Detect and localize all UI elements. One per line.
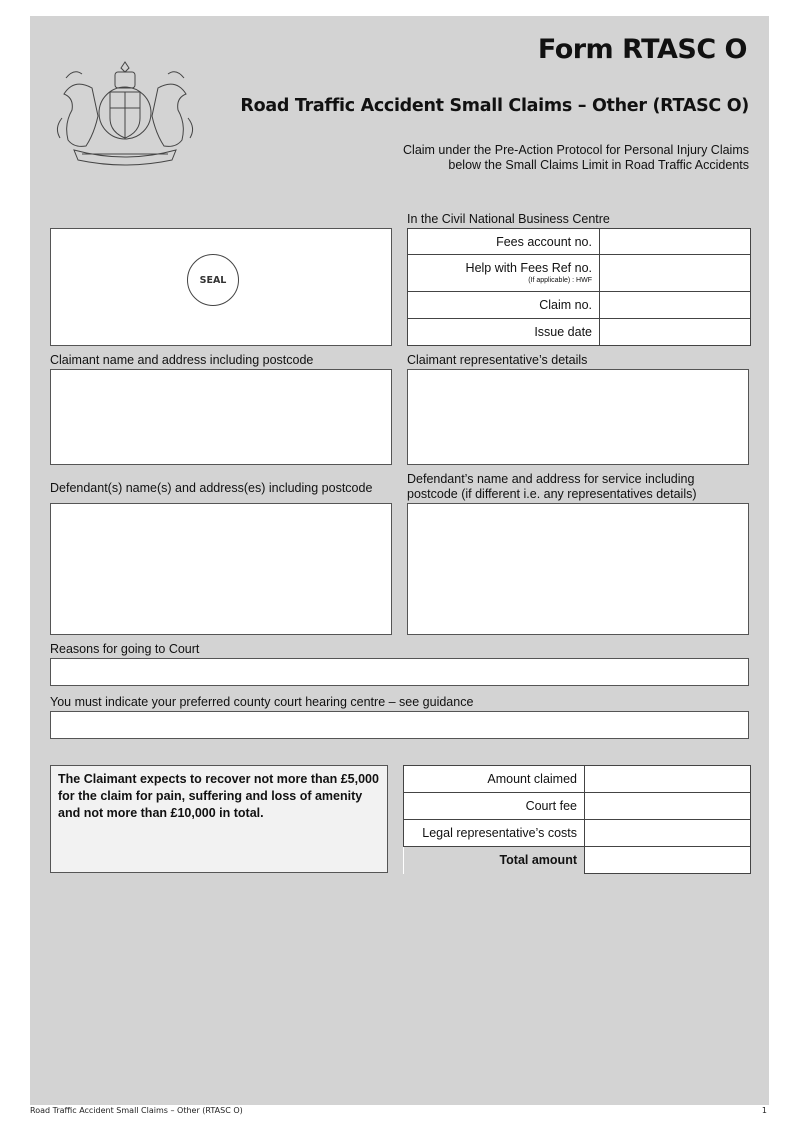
amounts-table bbox=[403, 765, 751, 874]
form-title: Road Traffic Accident Small Claims – Other (RTASC O) bbox=[240, 96, 749, 116]
hearing-centre-label: You must indicate your preferred county court hearing centre – see guidance bbox=[50, 695, 474, 709]
subtitle-line-1: Claim under the Pre-Action Protocol for Personal Injury Claims bbox=[403, 143, 749, 157]
form-page bbox=[30, 16, 769, 1105]
court-heading: In the Civil National Business Centre bbox=[407, 212, 610, 226]
claim-no-label: Claim no. bbox=[408, 292, 600, 319]
table-row bbox=[408, 255, 751, 292]
table-row bbox=[404, 793, 751, 820]
hearing-centre-field[interactable] bbox=[50, 711, 749, 739]
claimant-representative-field[interactable] bbox=[407, 369, 749, 465]
reasons-label: Reasons for going to Court bbox=[50, 642, 200, 656]
fees-account-label: Fees account no. bbox=[408, 229, 600, 255]
claim-value-statement: The Claimant expects to recover not more than £5,000 for the claim for pain, suffering and loss of amenity and not more than £10,000 in total. bbox=[50, 765, 388, 873]
help-with-fees-note: (If applicable) : HWF bbox=[528, 277, 592, 284]
seal-label: SEAL bbox=[199, 274, 227, 286]
subtitle-line-2: below the Small Claims Limit in Road Traffic Accidents bbox=[448, 158, 749, 172]
amount-claimed-field[interactable] bbox=[585, 766, 751, 793]
defendant-service-label-line-1: Defendant’s name and address for service including bbox=[407, 472, 695, 486]
table-row bbox=[408, 229, 751, 255]
table-row bbox=[408, 319, 751, 346]
form-code: Form RTASC O bbox=[537, 34, 747, 65]
defendant-label: Defendant(s) name(s) and address(es) including postcode bbox=[50, 481, 373, 495]
issue-date-field[interactable] bbox=[600, 319, 751, 346]
royal-coat-of-arms-icon bbox=[52, 58, 198, 170]
defendant-service-field[interactable] bbox=[407, 503, 749, 635]
court-details-table bbox=[407, 228, 751, 346]
help-with-fees-field[interactable] bbox=[600, 255, 751, 292]
fees-account-field[interactable] bbox=[600, 229, 751, 255]
issue-date-label: Issue date bbox=[408, 319, 600, 346]
reasons-field[interactable] bbox=[50, 658, 749, 686]
court-fee-label: Court fee bbox=[404, 793, 585, 820]
total-amount-label: Total amount bbox=[404, 847, 585, 874]
table-row bbox=[404, 820, 751, 847]
legal-costs-label: Legal representative’s costs bbox=[404, 820, 585, 847]
defendant-service-label bbox=[407, 472, 697, 502]
claimant-representative-label: Claimant representative’s details bbox=[407, 353, 588, 367]
defendant-service-label-line-2: postcode (if different i.e. any representatives details) bbox=[407, 487, 697, 501]
table-row bbox=[404, 847, 751, 874]
table-row bbox=[404, 766, 751, 793]
seal-stamp-icon bbox=[187, 254, 239, 306]
claim-no-field[interactable] bbox=[600, 292, 751, 319]
help-with-fees-label: Help with Fees Ref no. (If applicable) : HWF bbox=[408, 255, 600, 292]
page-number: 1 bbox=[761, 1106, 767, 1115]
amount-claimed-label: Amount claimed bbox=[404, 766, 585, 793]
court-fee-field[interactable] bbox=[585, 793, 751, 820]
footer-text: Road Traffic Accident Small Claims – Other (RTASC O) bbox=[30, 1106, 243, 1115]
legal-costs-field[interactable] bbox=[585, 820, 751, 847]
total-amount-field[interactable] bbox=[585, 847, 751, 874]
claimant-label: Claimant name and address including postcode bbox=[50, 353, 314, 367]
table-row bbox=[408, 292, 751, 319]
claimant-field[interactable] bbox=[50, 369, 392, 465]
defendant-field[interactable] bbox=[50, 503, 392, 635]
form-subtitle bbox=[403, 143, 749, 173]
